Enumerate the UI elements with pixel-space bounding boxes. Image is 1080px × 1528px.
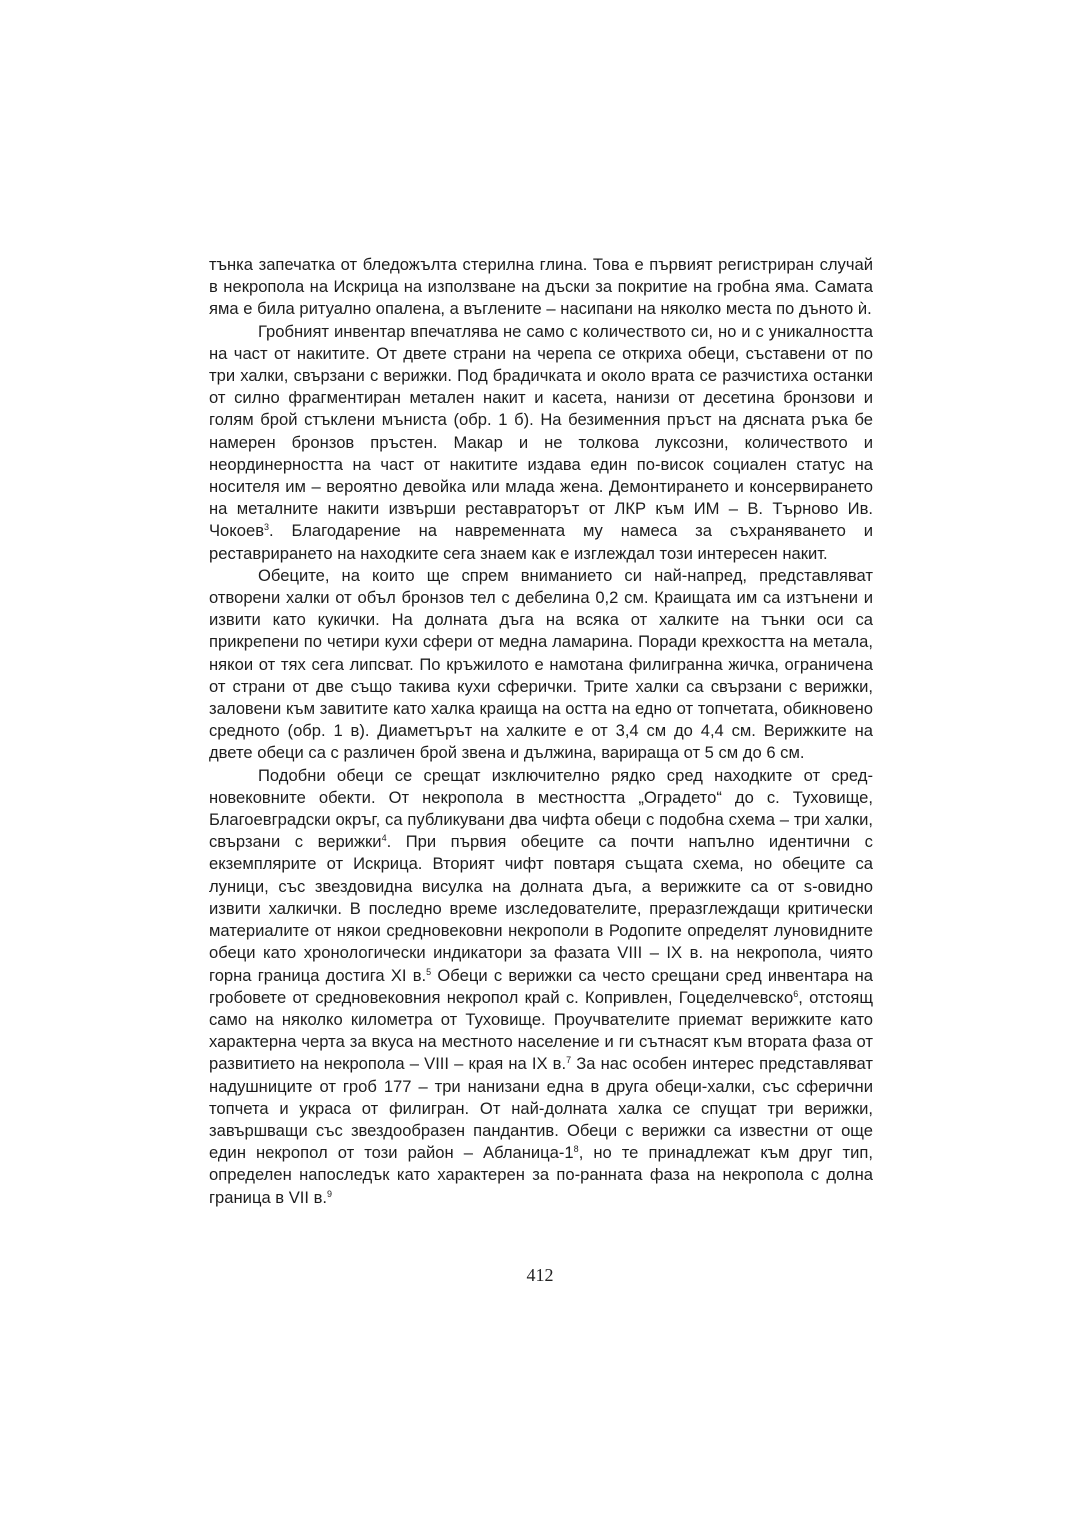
paragraph bbox=[209, 565, 873, 765]
paragraph bbox=[209, 321, 873, 565]
text-run: , но те принадлежат към друг тип, определен напоследък като характерен за по-ранната фаза на некропола с долна граница в VII в. bbox=[209, 1143, 873, 1207]
footnote-marker[interactable]: 8 bbox=[573, 1144, 579, 1155]
body-text bbox=[209, 254, 873, 1209]
text-run: Обеци с верижки са често срещани сред инвентара на гробовете от средновековния некропол край с. Копривлен, Гоцеделчевско bbox=[209, 965, 873, 1007]
paragraph bbox=[209, 765, 873, 1209]
text-run: За нас особен интерес представляват надушниците от гроб 177 – три нанизани една в друга обеци-халки, със сферични топчета и украса от филигран. От най-долната халка се спущат три верижки, завършващи със звездообразен пандантив. Обеци с верижки са известни от още един некропол от този район – Абланица-1 bbox=[209, 1054, 873, 1163]
text-run: тънка запечатка от бледожълта стерилна глина. Това е първият регистриран случай в некропола на Искрица на използване на дъски за покритие на гробна яма. Самата яма е била ритуално опалена, а въглените – насипани на няколко места по дъното ѝ. bbox=[209, 255, 873, 319]
text-run: , отстоящ само на няколко километра от Туховище. Проучвателите приемат верижките като характерна черта за вкуса на местното население и ги сътнасят към втората фаза от развитието на некропола – VIII – края на IX в. bbox=[209, 987, 873, 1074]
footnote-marker[interactable]: 7 bbox=[566, 1055, 572, 1066]
footnote-marker[interactable]: 4 bbox=[381, 833, 387, 844]
text-run: . При първия обеците са почти напълно идентични с екземплярите от Искрица. Вторият чифт повтаря същата схема, но обеците са луници, със звездовидна висулка на долната дъга, а верижките са от s-овидно извити халкички. В последно време изследователите, преразглеждащи критически материалите от някои средновековни некрополи в Родопите определят луновидните обеци като хронологически индикатори за фазата VIII – IX в. на некропола, чиято горна граница достига XI в. bbox=[209, 832, 873, 985]
footnote-marker[interactable]: 9 bbox=[327, 1188, 333, 1199]
text-run: . Благодарение на навременната му намеса за съхраняването и реставрирането на находките сега знаем как е изглеждал този интересен накит. bbox=[209, 521, 873, 563]
text-run: Обеците, на които ще спрем вниманието си най-напред, представляват отворени халки от объл бронзов тел с дебелина 0,2 см. Краищата им са изтънени и извити като кукички. На долната дъга на всяка от халките на тънки оси са прикрепени по четири кухи сфери от медна ламарина. Поради крехкостта на метала, някои от тях сега липсват. По кръжилото е намотана филигранна жичка, ограничена от страни от две също такива кухи сферички. Трите халки са свързани с верижки, заловени към завитите като халка краища на остта на едно от топчетата, обикновено средното (обр. 1 в). Диаметърът на халките е от 3,4 см до 4,4 см. Верижките на двете обеци са с различен брой звена и дължина, варираща от 5 см до 6 см. bbox=[209, 565, 873, 763]
page-number: 412 bbox=[526, 1265, 554, 1285]
footnote-marker[interactable]: 5 bbox=[426, 966, 432, 977]
text-run: Гробният инвентар впечатлява не само с количеството си, но и с уникалността на част от накитите. От двете страни на черепа се откриха обеци, съставени от по три халки, свързани с верижки. Под брадичката и около врата се разчистиха останки от силно фрагментиран метален накит и касета, нанизи от десетина бронзови и голям брой стъклени мъниста (обр. 1 б). На безименния пръст на дясната ръка бе намерен бронзов пръстен. Макар и не толкова луксозни, количеството и неординерността на част от накитите издава един по-висок социален статус на носителя им – вероятно девойка или млада жена. Демонтирането и консервирането на металните накити извърши реставраторът от ЛКР към ИМ – В. Търново Ив. Чокоев bbox=[209, 321, 873, 541]
footnote-marker[interactable]: 6 bbox=[793, 988, 799, 999]
footnote-marker[interactable]: 3 bbox=[264, 522, 270, 533]
paragraph bbox=[209, 254, 873, 321]
text-run: Подобни обеци се срещат изключително рядко сред находките от средновековните обекти. От некропола в местността „Оградето“ до с. Туховище, Благоевградски окръг, са публикувани два чифта обеци с подобна схема – три халки, свързани с верижки bbox=[209, 765, 873, 852]
